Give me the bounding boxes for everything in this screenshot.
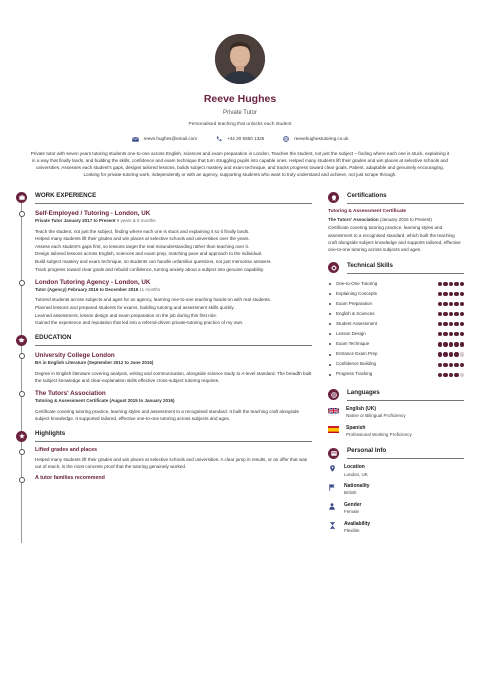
bullet-icon	[329, 323, 331, 325]
contact-phone[interactable]	[215, 136, 264, 143]
entry-subtitle	[35, 218, 312, 225]
section-title: Highlights	[35, 430, 312, 442]
certificate-icon	[328, 192, 339, 203]
rating-dot	[454, 302, 458, 306]
rating-dot	[443, 342, 447, 346]
rating-dot	[438, 373, 442, 377]
skill-row	[328, 289, 464, 299]
languages-section	[328, 389, 464, 439]
rating-dot	[460, 342, 464, 346]
section-header	[16, 334, 312, 346]
experience-entry	[16, 209, 312, 273]
briefcase-icon	[16, 192, 27, 203]
rating-dot	[438, 282, 442, 286]
skill-row	[328, 370, 464, 380]
certifications-section	[328, 192, 464, 253]
skill-rating	[438, 363, 464, 367]
skill-label: Student Assessment	[336, 320, 378, 326]
rating-dot	[438, 342, 442, 346]
star-icon	[16, 431, 27, 442]
skill-rating	[438, 342, 464, 346]
education-entry	[16, 389, 312, 422]
desc-line: Track progress toward clear goals and rebuild confidence, turning anxiety about a subject into genuine capability.	[35, 266, 265, 272]
person-icon	[328, 502, 336, 516]
globe-icon	[328, 389, 339, 400]
rating-dot	[449, 332, 453, 336]
skill-label: Progress Tracking	[336, 371, 373, 377]
timeline-dot	[19, 477, 25, 483]
email-text: reeve.hughes@email.com	[143, 135, 198, 141]
bullet-icon	[329, 343, 331, 345]
rating-dot	[449, 282, 453, 286]
skill-label: Entrance Exam Prep	[336, 351, 378, 357]
bullet-icon	[329, 283, 331, 285]
contact-bar	[16, 136, 464, 143]
bullet-icon	[329, 374, 331, 376]
skill-row	[328, 339, 464, 349]
skill-row	[328, 309, 464, 319]
entry-description: Certificate covering tutoring practice, learning styles and assessment to a recognised standard. It built the teaching craft alongside subject knowledge. It supported tailored, effective one-to-one tutoring across subjects and ages.	[35, 408, 300, 421]
skill-name	[329, 341, 369, 348]
rating-dot	[443, 332, 447, 336]
entry-title: Self-Employed / Tutoring - London, UK	[35, 209, 151, 217]
contact-email[interactable]	[132, 136, 197, 143]
skill-rating	[438, 332, 464, 336]
globe-icon	[282, 136, 289, 142]
graduation-cap-icon	[16, 335, 27, 346]
bullet-icon	[329, 364, 331, 366]
entry-description	[35, 296, 312, 326]
education-entry	[16, 351, 312, 384]
rating-dot	[438, 292, 442, 296]
rating-dot	[443, 312, 447, 316]
rating-dot	[454, 363, 458, 367]
profile-summary: Private tutor with seven years tutoring students one-to-one across English, sciences and exam preparation in London. Teaches the student, not just the subject – finding where each one is stuck, explaining it in a way that finally lands, and building the skills, confidence and exam technique that turn struggling pupils into capable ones. Helped many students lift their grades and win places at selective schools and universities. Assesses each student's gaps, designs tailored lessons, builds subject mastery and exam technique, and tracks progress toward clear goals. Patient, adaptable and genuinely encouraging. Looking for private-tutoring work, independently or with an agency, supporting students who want to truly understand and achieve, not just scrape through.	[30, 150, 450, 177]
section-header	[328, 389, 464, 401]
rating-dot	[460, 312, 464, 316]
timeline-dot	[19, 391, 25, 397]
entry-subtitle: BA in English Literature (September 2012 to June 2015)	[35, 360, 154, 366]
skill-rating	[438, 282, 464, 286]
highlights-section	[16, 430, 312, 483]
rating-dot	[443, 352, 447, 356]
rating-dot	[460, 302, 464, 306]
timeline-dot	[19, 211, 25, 217]
left-column	[16, 192, 312, 543]
rating-dot	[438, 322, 442, 326]
skill-label: Lesson Design	[336, 331, 366, 337]
language-name: English (UK)	[346, 405, 376, 412]
rating-dot	[438, 332, 442, 336]
rating-dot	[443, 282, 447, 286]
skill-row	[328, 349, 464, 359]
skill-rating	[438, 312, 464, 316]
section-header	[16, 192, 312, 204]
rating-dot	[454, 352, 458, 356]
rating-dot	[438, 352, 442, 356]
rating-dot	[438, 302, 442, 306]
rating-dot	[443, 322, 447, 326]
skill-row	[328, 360, 464, 370]
technical-skills-section	[328, 262, 464, 380]
language-name: Spanish	[346, 424, 366, 431]
highlight-title: A tutor families recommend	[35, 474, 105, 481]
section-header	[328, 262, 464, 274]
info-label: Gender	[344, 501, 362, 508]
section-header	[16, 430, 312, 442]
skill-rating	[438, 292, 464, 296]
rating-dot	[443, 302, 447, 306]
desc-line: Tutored students across subjects and ages for an agency, learning one-to-one teaching hands-on with real students.	[35, 297, 271, 303]
avatar	[215, 34, 265, 84]
cert-period: (January 2016 to Present)	[379, 216, 432, 222]
skill-rating	[438, 302, 464, 306]
cert-description: Certificate covering tutoring practice, learning styles and assessment to a recognised standard, which built the teaching craft alongside subject knowledge and supports tailored, effective one-to-one tutoring across subjects and ages.	[328, 225, 461, 252]
entry-subtitle: Tutoring & Assessment Certificate (August 2015 to January 2016)	[35, 398, 175, 404]
skill-name	[329, 351, 378, 358]
hourglass-icon	[328, 521, 336, 535]
personal-info-item	[328, 502, 464, 516]
language-item	[328, 425, 464, 439]
resume-body	[16, 192, 464, 543]
cert-issuer: The Tutors' Association	[328, 216, 379, 222]
language-item	[328, 406, 464, 420]
rating-dot	[449, 363, 453, 367]
skill-name	[329, 331, 366, 338]
skill-label: Exam Technique	[336, 341, 370, 347]
personal-info-item	[328, 521, 464, 535]
skill-name	[329, 281, 377, 288]
desc-line: Build subject mastery and exam technique, so students can handle unfamiliar questions, not just memorise answers.	[35, 259, 272, 265]
rating-dot	[460, 373, 464, 377]
bullet-icon	[329, 313, 331, 315]
bullet-icon	[329, 303, 331, 305]
timeline-dot	[19, 280, 25, 286]
entry-description: Degree in English literature covering analysis, writing and communication, alongside science study to A-level standard. The breadth built the subject knowledge and clear-explanation skills effective cross-subject tutoring requires.	[35, 370, 312, 384]
skill-rating	[438, 373, 464, 377]
desc-line: Planned lessons and prepared students for exams, building tutoring and assessment skills quickly.	[35, 304, 235, 310]
section-title: WORK EXPERIENCE	[35, 192, 312, 204]
entry-role: Private Tutor January 2017 to Present	[35, 218, 116, 224]
entry-duration: 9 years & 5 months	[116, 218, 156, 224]
skill-label: Explaining Concepts	[336, 290, 378, 296]
bullet-icon	[329, 333, 331, 335]
skill-row	[328, 319, 464, 329]
mail-icon	[132, 136, 139, 142]
education-section	[16, 334, 312, 422]
right-column	[328, 192, 464, 543]
section-title: Personal Info	[347, 447, 464, 459]
highlight-description: Helped many students lift their grades and win places at selective schools and universities. A clear jump in results, or an offer that was out of reach, is the most concrete proof that the tutoring genuinely worked.	[35, 456, 308, 469]
rating-dot	[438, 363, 442, 367]
flag-icon	[328, 483, 336, 497]
rating-dot	[449, 342, 453, 346]
rating-dot	[460, 292, 464, 296]
contact-website[interactable]	[282, 136, 348, 143]
skill-label: Confidence Building	[336, 361, 377, 367]
language-level: Professional Working Proficiency	[346, 431, 412, 437]
rating-dot	[454, 282, 458, 286]
entry-subtitle	[35, 287, 312, 294]
personal-info-item	[328, 483, 464, 497]
skill-label: Exam Preparation	[336, 300, 373, 306]
avatar-portrait	[215, 34, 265, 84]
skill-name	[329, 321, 377, 328]
section-title: EDUCATION	[35, 334, 312, 346]
rating-dot	[454, 292, 458, 296]
info-value: British	[344, 490, 357, 496]
entry-role: Tutor (Agency) February 2016 to December 2016	[35, 286, 139, 292]
info-value: Female	[344, 509, 360, 515]
rating-dot	[449, 302, 453, 306]
work-experience-section	[16, 192, 312, 326]
map-pin-icon	[328, 464, 336, 478]
skills-list	[328, 279, 464, 380]
desc-line: Assess each student's gaps first, so lessons target the real misunderstanding rather than teaching over it.	[35, 243, 250, 249]
rating-dot	[460, 332, 464, 336]
experience-entry	[16, 278, 312, 327]
desc-line: Gained the experience and reputation that led into a referral-driven private-tutoring practice of my own.	[35, 320, 244, 326]
cert-issuer-line	[328, 217, 464, 224]
highlight-entry	[16, 447, 312, 470]
rating-dot	[454, 373, 458, 377]
skill-name	[329, 301, 372, 308]
rating-dot	[438, 312, 442, 316]
rating-dot	[454, 312, 458, 316]
rating-dot	[454, 342, 458, 346]
skill-label: One-to-One Tutoring	[336, 280, 378, 286]
entry-title: London Tutoring Agency - London, UK	[35, 278, 151, 286]
skill-name	[329, 371, 372, 378]
rating-dot	[449, 352, 453, 356]
entry-title: The Tutors' Association	[35, 390, 106, 398]
timeline-dot	[19, 353, 25, 359]
tagline: Personalised teaching that unlocks each student	[188, 121, 292, 127]
section-title: Certifications	[347, 192, 464, 204]
spain-flag-icon	[328, 426, 339, 434]
info-label: Nationality	[344, 483, 370, 490]
highlight-entry	[16, 475, 312, 483]
desc-line: Learned assessment, lesson design and exam preparation on the job during this first role.	[35, 312, 218, 318]
skill-rating	[438, 352, 464, 356]
rating-dot	[454, 332, 458, 336]
phone-icon	[215, 136, 222, 142]
desc-line: Helped many students lift their grades and win places at selective schools and universities over the years.	[35, 236, 250, 242]
skill-row	[328, 299, 464, 309]
resume-header	[16, 0, 464, 178]
uk-flag-icon	[328, 407, 339, 415]
section-title: Technical Skills	[347, 262, 464, 274]
cert-title: Tutoring & Assessment Certificate	[328, 208, 407, 214]
info-label: Availability	[344, 520, 371, 527]
language-level: Native or Bilingual Proficiency	[346, 413, 406, 418]
rating-dot	[460, 352, 464, 356]
skill-name	[329, 311, 375, 318]
bullet-icon	[329, 293, 331, 295]
rating-dot	[460, 282, 464, 286]
personal-info-section	[328, 447, 464, 534]
personal-info-item	[328, 464, 464, 478]
gear-icon	[328, 262, 339, 273]
candidate-name: Reeve Hughes	[203, 93, 277, 105]
section-title: Languages	[347, 389, 464, 401]
skill-rating	[438, 322, 464, 326]
entry-duration: 11 months	[139, 286, 161, 292]
skill-row	[328, 329, 464, 339]
rating-dot	[443, 292, 447, 296]
rating-dot	[460, 363, 464, 367]
website-text: reevehughestutoring.co.uk	[294, 135, 349, 141]
section-header	[328, 192, 464, 204]
info-label: Location	[344, 464, 365, 471]
skill-name	[329, 291, 377, 298]
bullet-icon	[329, 354, 331, 356]
rating-dot	[449, 373, 453, 377]
rating-dot	[460, 322, 464, 326]
rating-dot	[454, 322, 458, 326]
entry-title: University College London	[35, 352, 115, 360]
rating-dot	[449, 292, 453, 296]
entry-description	[35, 228, 312, 273]
highlight-title: Lifted grades and places	[35, 447, 98, 453]
skill-row	[328, 279, 464, 289]
desc-line: Teach the student, not just the subject, finding where each one is stuck and explaining it so it finally lands.	[35, 228, 250, 234]
rating-dot	[443, 363, 447, 367]
phone-text: +44 20 5550 1325	[227, 135, 265, 141]
skill-name	[329, 361, 376, 368]
rating-dot	[449, 312, 453, 316]
job-title: Private Tutor	[222, 110, 257, 117]
timeline-dot	[19, 449, 25, 455]
rating-dot	[449, 322, 453, 326]
skill-label: English & Sciences	[336, 310, 375, 316]
info-value: Flexible	[344, 527, 360, 533]
section-header	[328, 447, 464, 459]
info-value: London, UK	[344, 471, 368, 477]
id-card-icon	[328, 448, 339, 459]
desc-line: Design tailored lessons across English, sciences and exam prep, matching pace and approach to the individual.	[35, 251, 263, 257]
rating-dot	[443, 373, 447, 377]
